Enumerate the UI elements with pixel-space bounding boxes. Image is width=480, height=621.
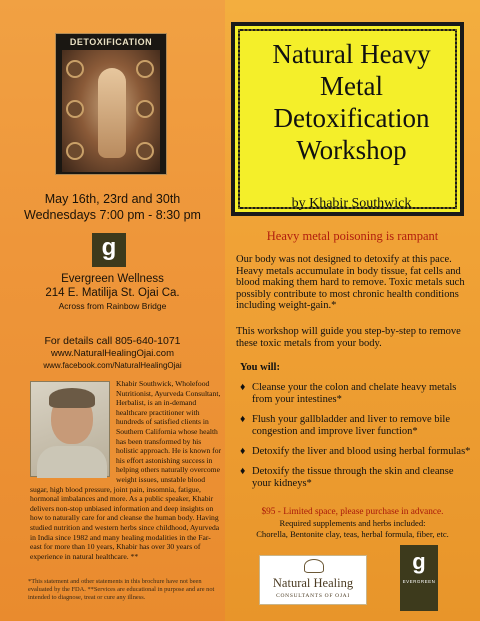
- logo-label: EVERGREEN: [402, 579, 436, 584]
- bullet-diamond: ♦: [240, 414, 246, 425]
- workshop-dates: [0, 191, 225, 223]
- title-line: Metal: [320, 71, 383, 101]
- intro-paragraph: Our body was not designed to detoxify at this pace. Heavy metals accumulate in body tissue, fat cells and blood making them hard to remove. Toxic metals such possibly contribute to most chronic health conditions including weight-gain.*: [236, 254, 465, 312]
- disclaimer: *This statement and other statements in this brochure have not been evaluated by the FDA. **Services are educational in purpose and are not intended to diagnose, treat or cure any illness.: [28, 578, 215, 601]
- evergreen-logo: g: [92, 233, 126, 267]
- requirements: [225, 518, 480, 539]
- poster-circle: [66, 60, 84, 78]
- you-will-heading: You will:: [240, 362, 280, 373]
- phone-line: For details call 805-640-1071: [44, 335, 181, 347]
- poster-circle: [136, 142, 154, 160]
- guide-paragraph: This workshop will guide you step-by-step to remove these toxic metals from your body.: [236, 326, 461, 349]
- venue-subtitle: Across from Rainbow Bridge: [58, 301, 167, 311]
- venue-name: Evergreen Wellness: [61, 273, 164, 285]
- khabir-photo: [30, 381, 110, 477]
- title-box: [231, 22, 464, 216]
- list-item: ♦ Flush your gallbladder and liver to remove bile congestion and improve liver function*: [240, 414, 450, 437]
- times-line: Wednesdays 7:00 pm - 8:30 pm: [24, 208, 201, 222]
- bio-section: [30, 379, 222, 561]
- poster-illustration: [62, 50, 160, 172]
- seal-icon: [304, 559, 324, 573]
- bio-text: Khabir Southwick, Wholefood Nutritionist, Ayurveda Consultant, Herbalist, is an in-demand healthcare practitioner with hundreds of satisfied clients in Southern California whose health has been transformed by his holistic approach. He is known for his effort astonishing success in helping others naturally overcome weight issues, unstable blood sugar, high blood pressure, joint pain, insomnia, fatigue, hormonal imbalances and more. As a public speaker, Khabir delivers non-stop unbiased information and deep insights on how to naturally care for and cleanse the human body. Having studied nutrition and western herbs since childhood, Ayurveda in India since 1982 and many healing modalities in the Far-east for more than 10 years, Khabir has over 30 years of experience in natural healthcare. **: [30, 379, 222, 561]
- dates-line: May 16th, 23rd and 30th: [44, 192, 181, 206]
- title-line: Natural Heavy: [272, 39, 431, 69]
- requirements-line: Required supplements and herbs included:: [279, 518, 426, 528]
- evergreen-logo-small: [400, 545, 438, 611]
- list-item: ♦ Detoxify the liver and blood using herbal formulas*: [240, 446, 471, 457]
- venue-address: 214 E. Matilija St. Ojai Ca.: [45, 287, 180, 299]
- list-item: ♦ Cleanse your the colon and chelate heavy metals from your intestines*: [240, 382, 457, 405]
- bullet-diamond: ♦: [240, 446, 246, 457]
- bullet-diamond: ♦: [240, 466, 246, 477]
- contact-info: [0, 334, 225, 371]
- logo-name: Natural Healing: [272, 576, 354, 590]
- byline: by Khabir Southwick: [291, 196, 412, 211]
- website-link[interactable]: www.NaturalHealingOjai.com: [50, 348, 175, 359]
- requirements-items: Chorella, Bentonite clay, teas, herbal formula, fiber, etc.: [256, 528, 449, 539]
- poster-title: DETOXIFICATION: [69, 37, 153, 47]
- facebook-link[interactable]: www.facebook.com/NaturalHealingOjai: [43, 361, 182, 370]
- title-line: Detoxification: [273, 103, 430, 133]
- bullet-diamond: ♦: [240, 382, 246, 393]
- poster-circle: [66, 142, 84, 160]
- poster-figure: [98, 68, 126, 158]
- workshop-title: [239, 38, 464, 166]
- list-item: ♦ Detoxify the tissue through the skin and cleanse your kidneys*: [240, 466, 454, 489]
- poster-circle: [136, 60, 154, 78]
- price-line: $95 - Limited space, please purchase in advance.: [261, 507, 444, 517]
- venue-info: [0, 272, 225, 312]
- detox-poster-image: [55, 33, 167, 175]
- logo-sub: CONSULTANTS OF OJAI: [276, 593, 350, 599]
- logo-letter: g: [412, 549, 426, 574]
- headline: Heavy metal poisoning is rampant: [266, 229, 439, 243]
- poster-circle: [136, 100, 154, 118]
- poster-circle: [66, 100, 84, 118]
- natural-healing-logo: [259, 555, 367, 605]
- title-line: Workshop: [296, 135, 407, 165]
- benefits-list: [240, 382, 474, 498]
